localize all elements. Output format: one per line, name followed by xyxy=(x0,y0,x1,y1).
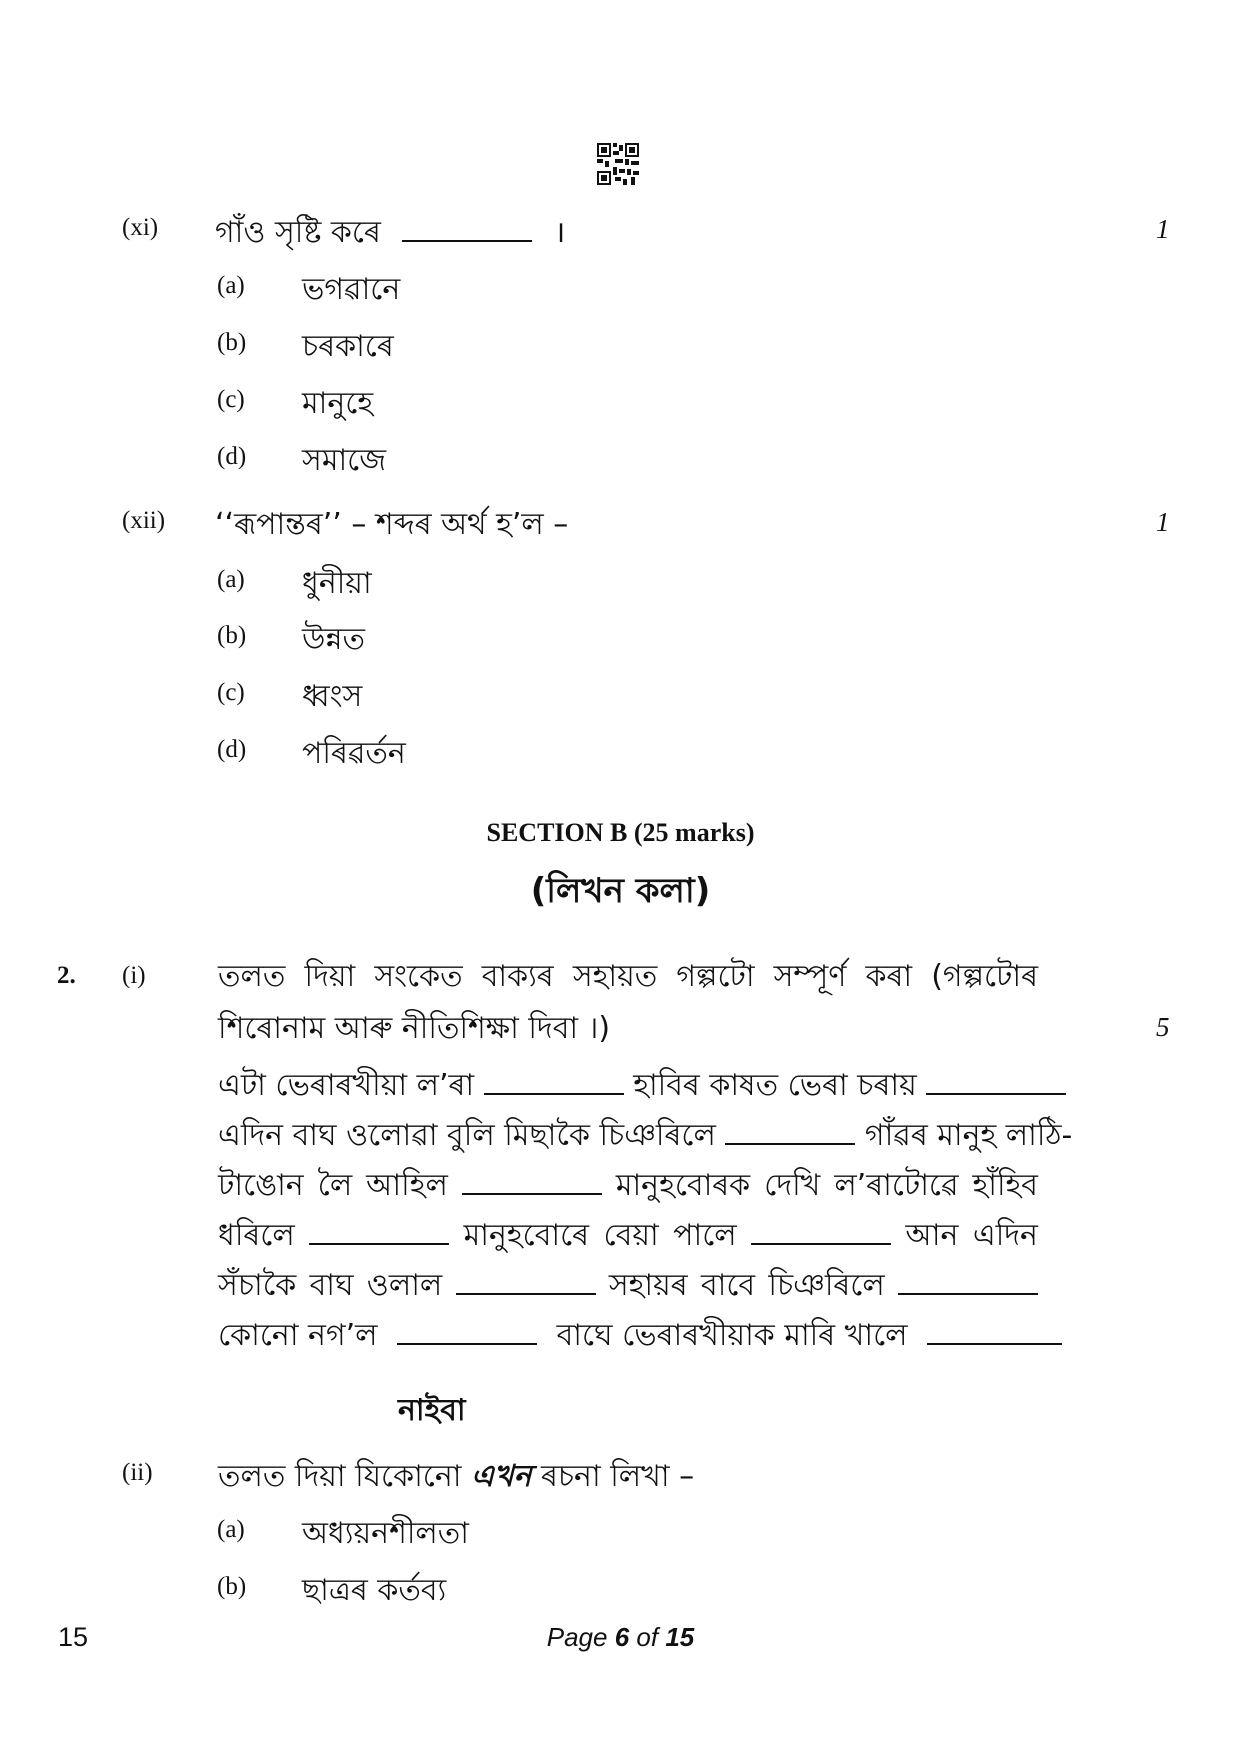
story-line xyxy=(218,1211,1038,1262)
option-label: (b) xyxy=(217,329,247,356)
instruction-line: শিৰোনাম আৰু নীতিশিক্ষা দিবা ।) xyxy=(218,1011,611,1046)
paper-code: 15 xyxy=(58,1622,89,1652)
emphasis-text: এখন xyxy=(470,1459,532,1494)
question-text: ‘‘ৰূপান্তৰ’’ – শব্দৰ অৰ্থ হ’ল – xyxy=(215,507,569,542)
option-text: ধ্বংস xyxy=(302,679,363,714)
story-fragment: সঁচাকৈ বাঘ ওলাল xyxy=(218,1268,443,1303)
option-text: পৰিৱৰ্তন xyxy=(302,736,406,771)
story-line xyxy=(218,1311,1062,1362)
question-text-before: তলত দিয়া যিকোনো xyxy=(218,1459,462,1494)
option-label: (b) xyxy=(217,1573,247,1600)
option-text: মানুহে xyxy=(302,386,374,421)
story-fragment: আন এদিন xyxy=(905,1218,1038,1253)
option-text: অধ্যয়নশীলতা xyxy=(302,1516,469,1551)
question-number: 2. xyxy=(57,962,76,989)
question-number: (xii) xyxy=(122,507,166,534)
page-word: Page xyxy=(546,1622,608,1652)
marks-label: 5 xyxy=(1156,1012,1170,1042)
or-separator: নাইবা xyxy=(398,1393,466,1428)
story-line xyxy=(218,1161,1038,1212)
story-fragment: মানুহবোৰক দেখি ল’ৰাটোৱে হাঁহিব xyxy=(615,1168,1038,1203)
option-text: উন্নত xyxy=(302,622,366,657)
question-text-after: । xyxy=(553,215,566,250)
story-line xyxy=(218,1261,1038,1312)
marks-label: 1 xyxy=(1156,214,1170,244)
answer-blank xyxy=(402,239,532,242)
marks-label: 1 xyxy=(1156,507,1170,537)
option-text: ছাত্ৰৰ কৰ্তব্য xyxy=(302,1573,447,1608)
question-text xyxy=(215,208,565,259)
answer-blank xyxy=(751,1242,891,1245)
story-fragment: বাঘে ভেৰাৰখীয়াক মাৰি খালে xyxy=(556,1318,908,1353)
option-label: (c) xyxy=(217,679,245,706)
story-fragment: গাঁৱৰ মানুহ লাঠি- xyxy=(864,1118,1073,1153)
option-label: (a) xyxy=(217,272,245,299)
answer-blank xyxy=(927,1342,1062,1345)
subquestion-number: (ii) xyxy=(122,1459,153,1486)
option-label: (a) xyxy=(217,1516,245,1543)
question-text-before: গাঁও সৃষ্টি কৰে xyxy=(215,215,381,250)
question-text xyxy=(218,1452,694,1503)
story-fragment: টাঙোন লৈ আহিল xyxy=(218,1168,448,1203)
story-fragment: এদিন বাঘ ওলোৱা বুলি মিছাকৈ চিঞৰিলে xyxy=(218,1118,716,1153)
story-fragment: হাবিৰ কাষত ভেৰা চৰায় xyxy=(633,1068,917,1103)
page-indicator xyxy=(0,1622,1241,1653)
option-label: (c) xyxy=(217,386,245,413)
option-text: চৰকাৰে xyxy=(302,329,394,364)
answer-blank xyxy=(397,1342,537,1345)
answer-blank xyxy=(926,1092,1066,1095)
story-fragment: সহায়ৰ বাবে চিঞৰিলে xyxy=(608,1268,885,1303)
option-text: ধুনীয়া xyxy=(302,566,372,601)
option-text: সমাজে xyxy=(302,443,387,478)
answer-blank xyxy=(462,1192,602,1195)
option-label: (d) xyxy=(217,443,247,470)
section-heading: SECTION B (25 marks) xyxy=(486,818,755,847)
answer-blank xyxy=(898,1292,1038,1295)
story-line xyxy=(218,1111,1073,1162)
question-number: (xi) xyxy=(122,214,159,241)
question-text-after: ৰচনা লিখা – xyxy=(540,1459,695,1494)
instruction-line: তলত দিয়া সংকেত বাক্যৰ সহায়ত গল্পটো সম্পূৰ্ণ কৰা (গল্পটোৰ xyxy=(218,959,1038,994)
option-text: ভগৱানে xyxy=(302,272,401,307)
answer-blank xyxy=(456,1292,596,1295)
answer-blank xyxy=(309,1242,449,1245)
of-word: of xyxy=(636,1622,659,1652)
answer-blank xyxy=(484,1092,624,1095)
story-fragment: কোনো নগ’ল xyxy=(218,1318,378,1353)
option-label: (b) xyxy=(217,622,247,649)
page-number: 6 xyxy=(614,1622,630,1652)
section-subtitle: (লিখন কলা) xyxy=(530,871,711,911)
option-label: (d) xyxy=(217,736,247,763)
story-fragment: ধৰিলে xyxy=(218,1218,295,1253)
story-fragment: এটা ভেৰাৰখীয়া ল’ৰা xyxy=(218,1068,475,1103)
answer-blank xyxy=(725,1142,855,1145)
subquestion-number: (i) xyxy=(122,962,146,989)
option-label: (a) xyxy=(217,566,245,593)
story-fragment: মানুহবোৰে বেয়া পালে xyxy=(463,1218,737,1253)
qr-code-icon xyxy=(597,143,639,185)
story-line xyxy=(218,1061,1038,1112)
page-total: 15 xyxy=(665,1622,695,1652)
